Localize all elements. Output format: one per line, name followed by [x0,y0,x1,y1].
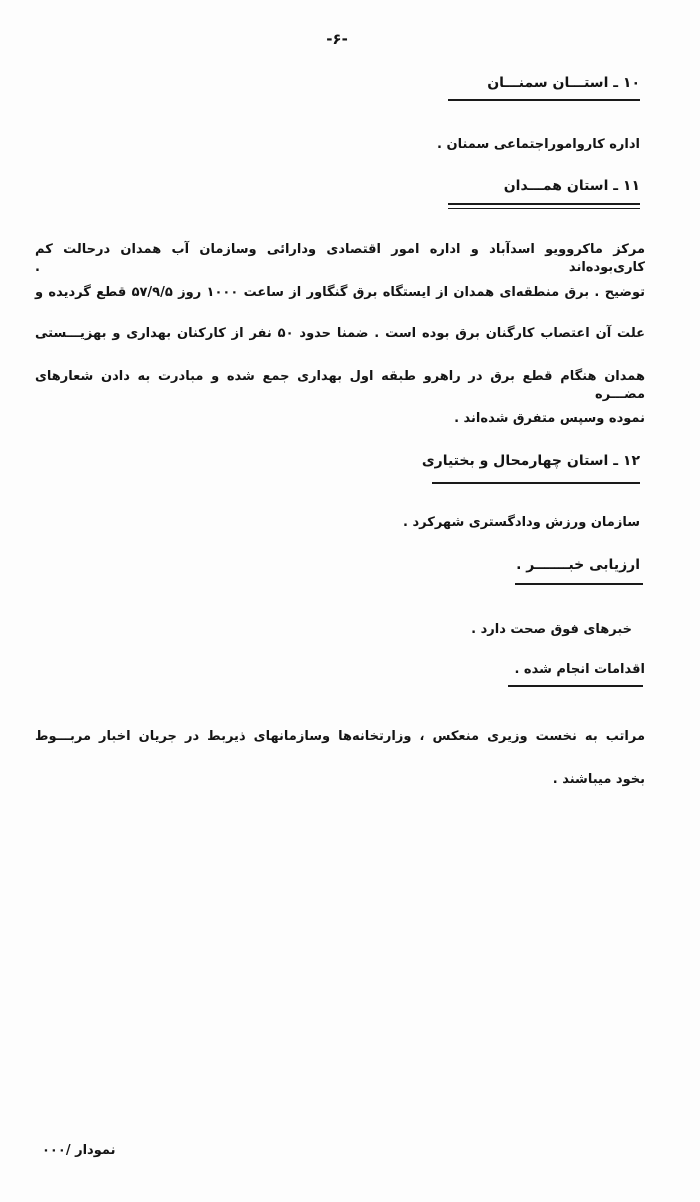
section-10-item: اداره کار‌وامور‌اجتماعی سمنان . [437,137,640,152]
section-11-underline [448,203,640,209]
section-10-underline [448,99,640,101]
section-11-line-2: توضیح . برق منطقه‌ای همدان از ایستگاه برق گنگاور از ساعت ۱۰۰۰ روز ۵۷/۹/۵ قطع گردیده و [35,285,645,300]
evaluation-line-2-underline [508,685,643,687]
section-12-underline [432,482,640,484]
section-11-heading: ۱۱ ـ استان همـــدان [503,178,640,194]
section-11-line-3: علت آن اعتصاب کارگنان برق بوده است . ضمنا حدود ۵۰ نفر از کارکنان بهداری و بهزیـــستی [35,326,646,341]
section-10-heading: ۱۰ ـ استـــان سمنـــان [487,75,640,91]
page-number: -۶- [326,30,348,48]
evaluation-heading: ارزیابی خبـــــــر . [516,557,640,573]
evaluation-underline [515,583,643,585]
section-11-line-5: نموده وسپس متفرق شده‌اند . [454,411,645,426]
closing-line-1: مراتب به نخست وزیری منعکس ، وزارتخانه‌ها وسازمانهای ذیربط در جریان اخبار مربـــوط [35,729,645,744]
evaluation-line-1: خبرهای فوق صحت دارد . [471,622,632,637]
closing-line-2: بخود میباشند . [552,772,645,787]
footer-note: نمودار /۰۰۰ [42,1143,116,1158]
section-12-heading: ۱۲ ـ استان چهارمحال و بختیاری [421,453,640,469]
section-11-line-4: همدان هنگام قطع برق در راهرو طبقه اول بهداری جمع شده و مبادرت به دادن شعارهای مضـــره [35,369,645,402]
section-11-line-1: مرکز ماکروویو اسدآباد و اداره امور اقتصادی ودارائی وسازمان آب همدان درحالت کم کاری‌بوده‌اند . [35,242,645,275]
evaluation-line-2: اقدامات انجام شده . [514,662,645,677]
section-12-item: سازمان ورزش ودادگستری شهرکرد . [403,515,640,530]
